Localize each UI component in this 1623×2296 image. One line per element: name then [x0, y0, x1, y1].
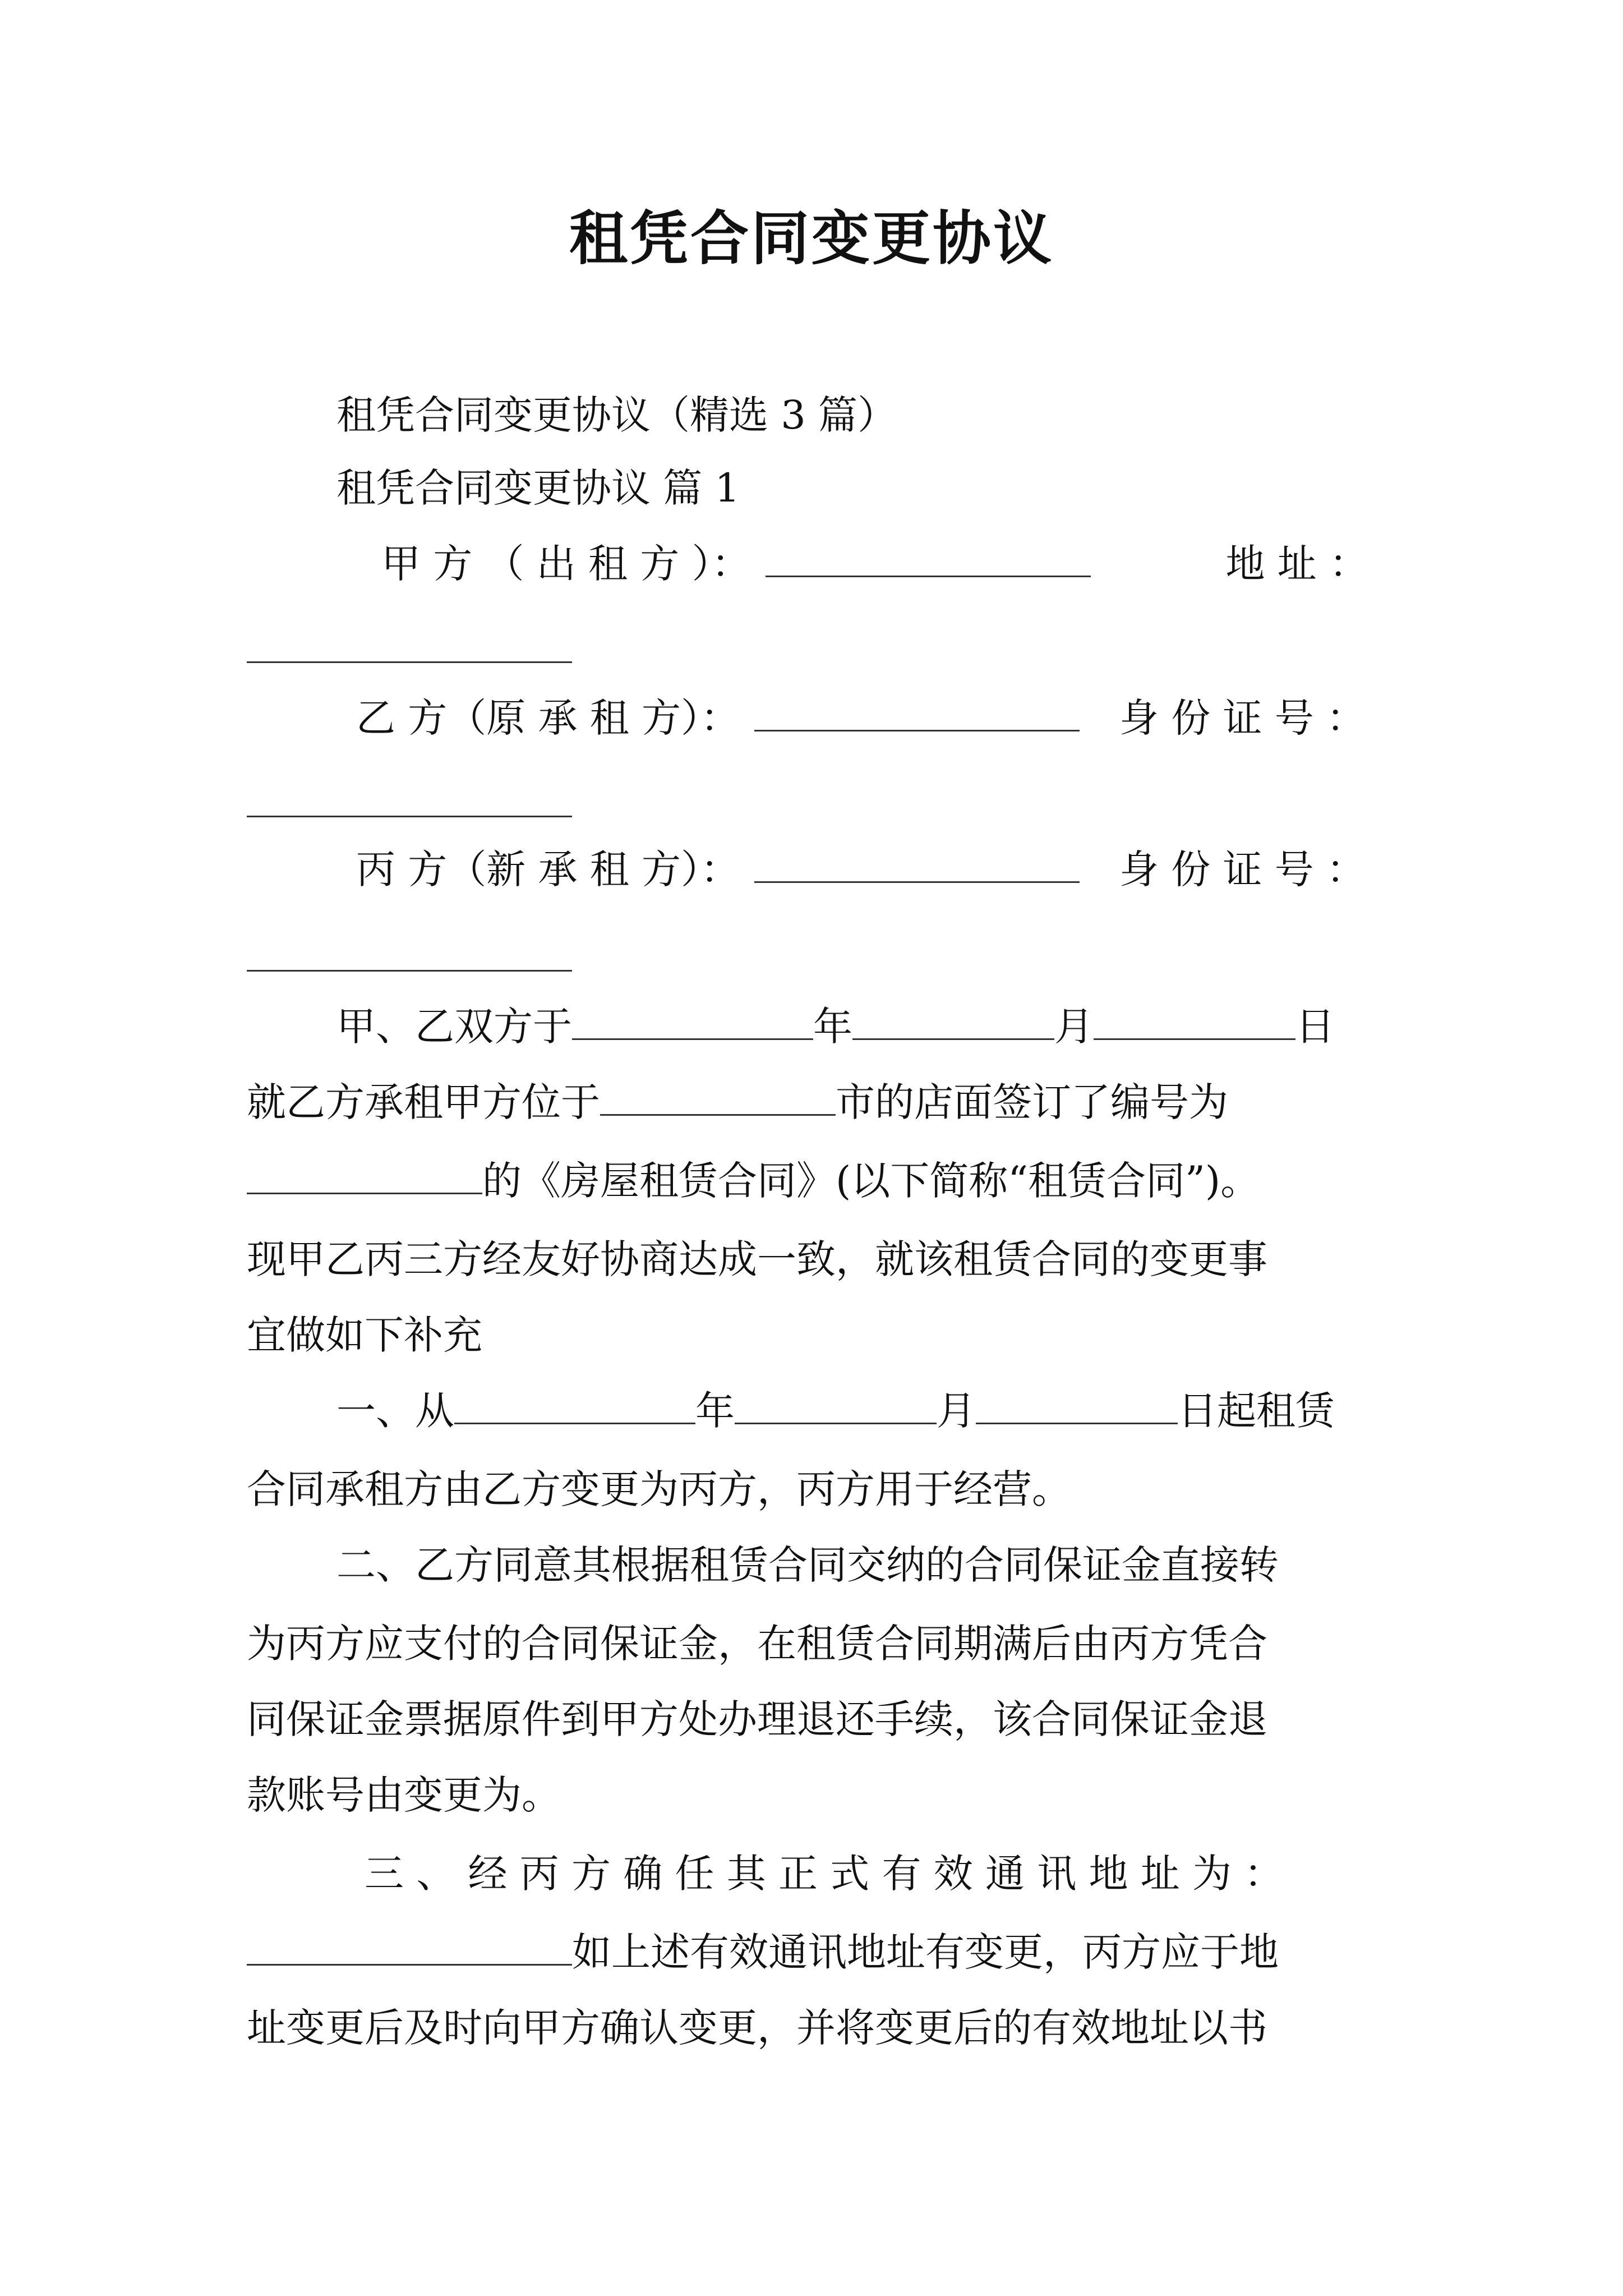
party-a-address-label: 地 址 ：: [1225, 541, 1368, 587]
para1-line2: [247, 1074, 1385, 1130]
address-blank[interactable]: [247, 1925, 572, 1966]
contract-number-blank[interactable]: [247, 1153, 482, 1194]
subtitle: 租凭合同变更协议（精选 3 篇）: [336, 392, 897, 438]
party-b-id-blank[interactable]: [247, 813, 572, 817]
party-a-name-blank[interactable]: [766, 536, 1091, 577]
party-a-label: 甲 方 （ 出 租 方 ）：: [381, 541, 751, 587]
date-day-blank[interactable]: [1094, 999, 1295, 1040]
item2-line3: 同保证金票据原件到甲方处办理退还手续，该合同保证金退: [247, 1696, 1267, 1742]
para1-line5: 宜做如下补充: [247, 1312, 482, 1358]
item1-year-blank[interactable]: [454, 1383, 695, 1424]
party-b-id-label: 身 份 证 号 ：: [1119, 695, 1366, 741]
date-year-blank[interactable]: [572, 999, 813, 1040]
date-month-blank[interactable]: [852, 999, 1054, 1040]
item1-month-label: 月: [937, 1388, 976, 1434]
item2-line4: 款账号由变更为。: [247, 1772, 561, 1818]
para1-text-c: 市的店面签订了编号为: [836, 1079, 1228, 1125]
year-label: 年: [813, 1004, 852, 1050]
party-c-name-blank[interactable]: [754, 842, 1080, 883]
section-heading: 租凭合同变更协议 篇 1: [336, 465, 740, 511]
para1-text-b: 就乙方承租甲方位于: [247, 1079, 600, 1125]
document-title: 租凭合同变更协议: [569, 204, 1054, 273]
para1-line3: [247, 1153, 1385, 1209]
month-label: 月: [1054, 1004, 1094, 1050]
para1-text-d: 的《房屋租赁合同》(以下简称“租赁合同”)。: [482, 1158, 1260, 1204]
party-a-line: [381, 536, 1368, 592]
item1-year-label: 年: [695, 1388, 735, 1434]
item1-line2: 合同承租方由乙方变更为丙方，丙方用于经营。: [247, 1466, 1071, 1512]
item3-text-b: 如上述有效通讯地址有变更，丙方应于地: [572, 1929, 1279, 1975]
para1-text-a: 甲、乙双方于: [336, 1004, 572, 1050]
party-b-name-blank[interactable]: [754, 691, 1080, 731]
party-b-line: [356, 690, 1366, 746]
party-b-label: 乙 方（原 承 租 方）：: [356, 695, 740, 741]
day-label: 日: [1295, 1004, 1335, 1050]
party-c-id-label: 身 份 证 号 ：: [1119, 846, 1366, 892]
party-c-label: 丙 方（新 承 租 方）：: [356, 846, 740, 892]
para1-line4: 现甲乙丙三方经友好协商达成一致，就该租赁合同的变更事: [247, 1236, 1267, 1282]
city-blank[interactable]: [600, 1075, 836, 1116]
item1-text-a: 一、从: [336, 1388, 454, 1434]
item1-text-b: 日起租赁: [1178, 1388, 1335, 1434]
item1-month-blank[interactable]: [735, 1383, 937, 1424]
item3-line2: [247, 1924, 1385, 1980]
item3-line1: 三 、 经 丙 方 确 任 其 正 式 有 效 通 讯 地 址 为 ：: [365, 1851, 1284, 1897]
party-a-address-blank[interactable]: [247, 659, 572, 663]
item2-line2: 为丙方应支付的合同保证金，在租赁合同期满后由丙方凭合: [247, 1621, 1267, 1667]
item2-line1: 二、乙方同意其根据租赁合同交纳的合同保证金直接转: [336, 1542, 1279, 1588]
para1-line1: [336, 999, 1475, 1055]
party-c-line: [356, 841, 1366, 898]
party-c-id-blank[interactable]: [247, 968, 572, 972]
item1-line1: [336, 1383, 1475, 1439]
item1-day-blank[interactable]: [976, 1383, 1178, 1424]
item3-line3: 址变更后及时向甲方确认变更，并将变更后的有效地址以书: [247, 2005, 1267, 2051]
